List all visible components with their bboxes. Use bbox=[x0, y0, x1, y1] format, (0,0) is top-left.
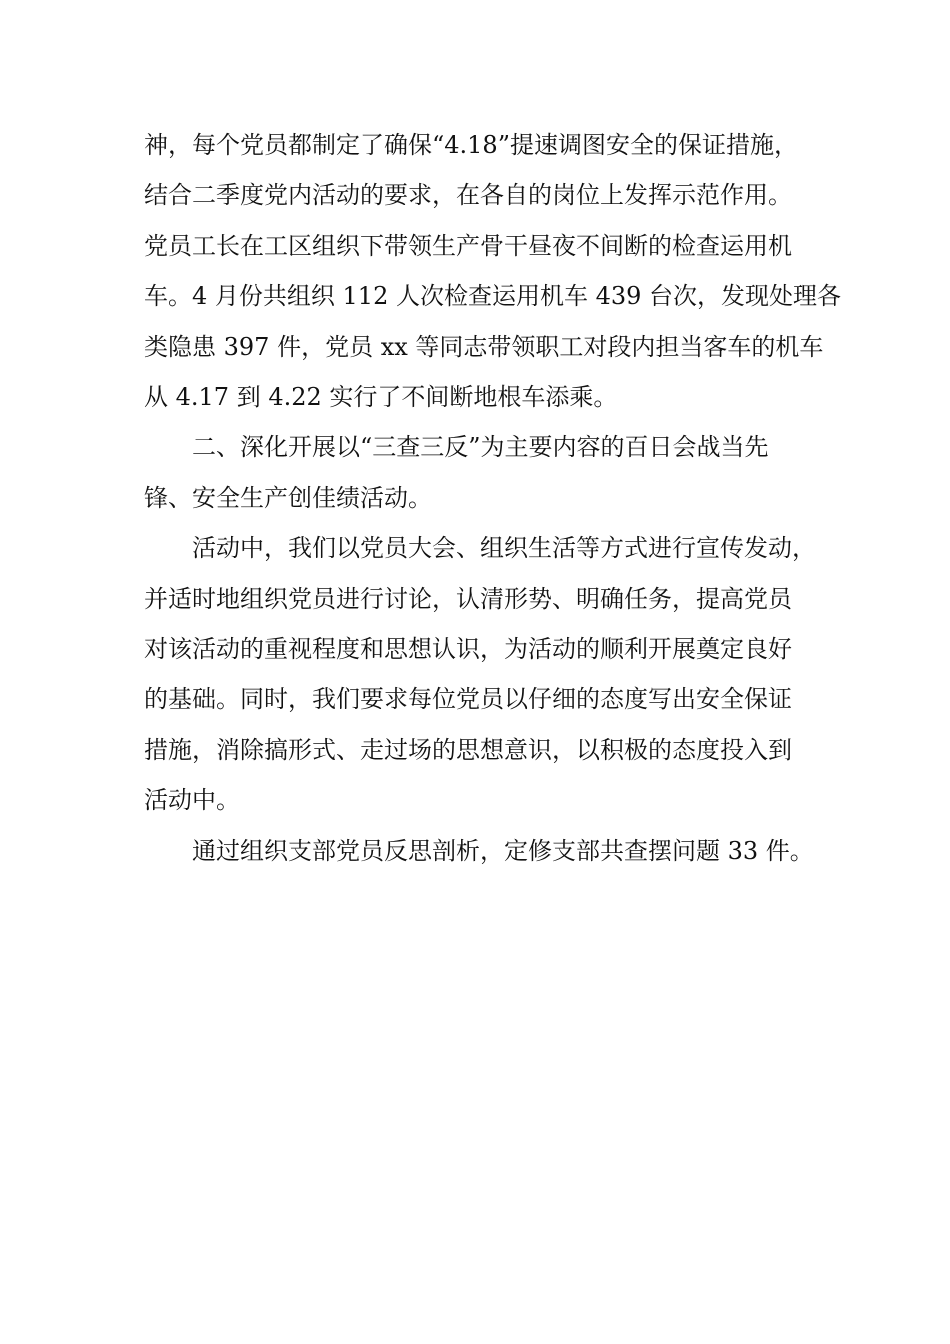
text-line: 通过组织支部党员反思剖析，定修支部共查摆问题 33 件。 bbox=[192, 836, 814, 865]
text-line: 的基础。同时，我们要求每位党员以仔细的态度写出安全保证 bbox=[144, 685, 792, 714]
text-line: 结合二季度党内活动的要求，在各自的岗位上发挥示范作用。 bbox=[144, 181, 792, 210]
text-line: 神，每个党员都制定了确保“4.18”提速调图安全的保证措施， bbox=[144, 131, 798, 159]
text-line: 从 4.17 到 4.22 实行了不间断地根车添乘。 bbox=[144, 383, 618, 411]
text-line: 活动中，我们以党员大会、组织生活等方式进行宣传发动， bbox=[192, 534, 816, 563]
section-heading-line: 锋、安全生产创佳绩活动。 bbox=[144, 483, 432, 512]
text-line: 类隐患 397 件，党员 xx 等同志带领职工对段内担当客车的机车 bbox=[144, 332, 824, 361]
text-line: 措施，消除搞形式、走过场的思想意识，以积极的态度投入到 bbox=[144, 735, 792, 764]
text-line: 车。4 月份共组织 112 人次检查运用机车 439 台次，发现处理各 bbox=[144, 282, 842, 311]
text-line: 对该活动的重视程度和思想认识，为活动的顺利开展奠定良好 bbox=[144, 635, 792, 663]
section-heading-line: 二、深化开展以“三查三反”为主要内容的百日会战当先 bbox=[192, 433, 769, 462]
text-line: 并适时地组织党员进行讨论，认清形势、明确任务，提高党员 bbox=[144, 584, 792, 613]
text-line: 党员工长在工区组织下带领生产骨干昼夜不间断的检查运用机 bbox=[144, 231, 792, 260]
text-line: 活动中。 bbox=[144, 786, 240, 815]
